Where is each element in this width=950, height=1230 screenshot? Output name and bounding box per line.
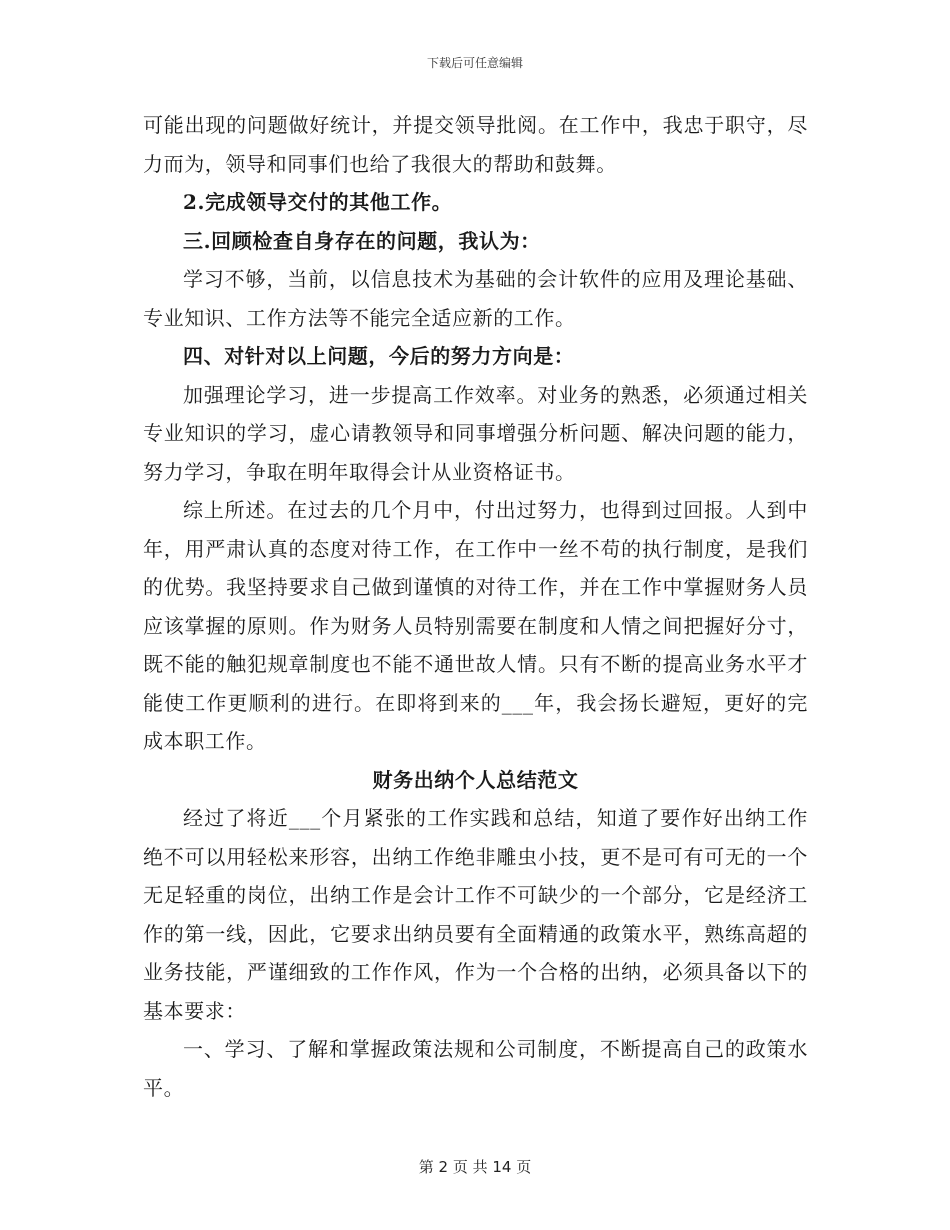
summary-paragraph: 综上所述。在过去的几个月中，付出过努力，也得到过回报。人到中年，用严肃认真的态度对待工作，在工作中一丝不苟的执行制度，是我们的优势。我坚持要求自己做到谨慎的对待工作，并在工作中掌握财务人员应该掌握的原则。作为财务人员特别需要在制度和人情之间把握好分寸，既不能的触犯规章制度也不能不通世故人情。只有不断的提高业务水平才能使工作更顺利的进行。在即将到来的___年，我会扬长避短，更好的完成本职工作。: [143, 498, 808, 753]
section-3-body: 学习不够，当前，以信息技术为基础的会计软件的应用及理论基础、专业知识、工作方法等不能完全适应新的工作。: [143, 267, 808, 330]
section-4-heading: 四、对针对以上问题，今后的努力方向是：: [183, 344, 575, 368]
article-title: 财务出纳个人总结范文: [372, 767, 579, 792]
section-4-body: 加强理论学习，进一步提高工作效率。对业务的熟悉，必须通过相关专业知识的学习，虚心请教领导和同事增强分析问题、解决问题的能力，努力学习，争取在明年取得会计从业资格证书。: [143, 382, 808, 484]
document-body: [143, 106, 808, 1107]
section-3-heading: 三.回顾检查自身存在的问题，我认为：: [183, 228, 541, 253]
article-intro: 经过了将近___个月紧张的工作实践和总结，知道了要作好出纳工作绝不可以用轻松来形容，出纳工作绝非雕虫小技，更不是可有可无的一个无足轻重的岗位，出纳工作是会计工作不可缺少的一个部分，它是经济工作的第一线，因此，它要求出纳员要有全面精通的政策水平，熟练高超的业务技能，严谨细致的工作作风，作为一个合格的出纳，必须具备以下的基本要求：: [143, 806, 808, 1023]
article-point-1: 一、学习、了解和掌握政策法规和公司制度，不断提高自己的政策水平。: [143, 1037, 808, 1100]
item-2-heading: 2.完成领导交付的其他工作。: [183, 190, 453, 214]
page-footer: 第 2 页 共 14 页: [418, 1158, 532, 1176]
paragraph-continuation: 可能出现的问题做好统计，并提交领导批阅。在工作中，我忠于职守，尽力而为，领导和同事们也给了我很大的帮助和鼓舞。: [143, 113, 808, 176]
page-header: 下载后可任意编辑: [426, 56, 523, 70]
